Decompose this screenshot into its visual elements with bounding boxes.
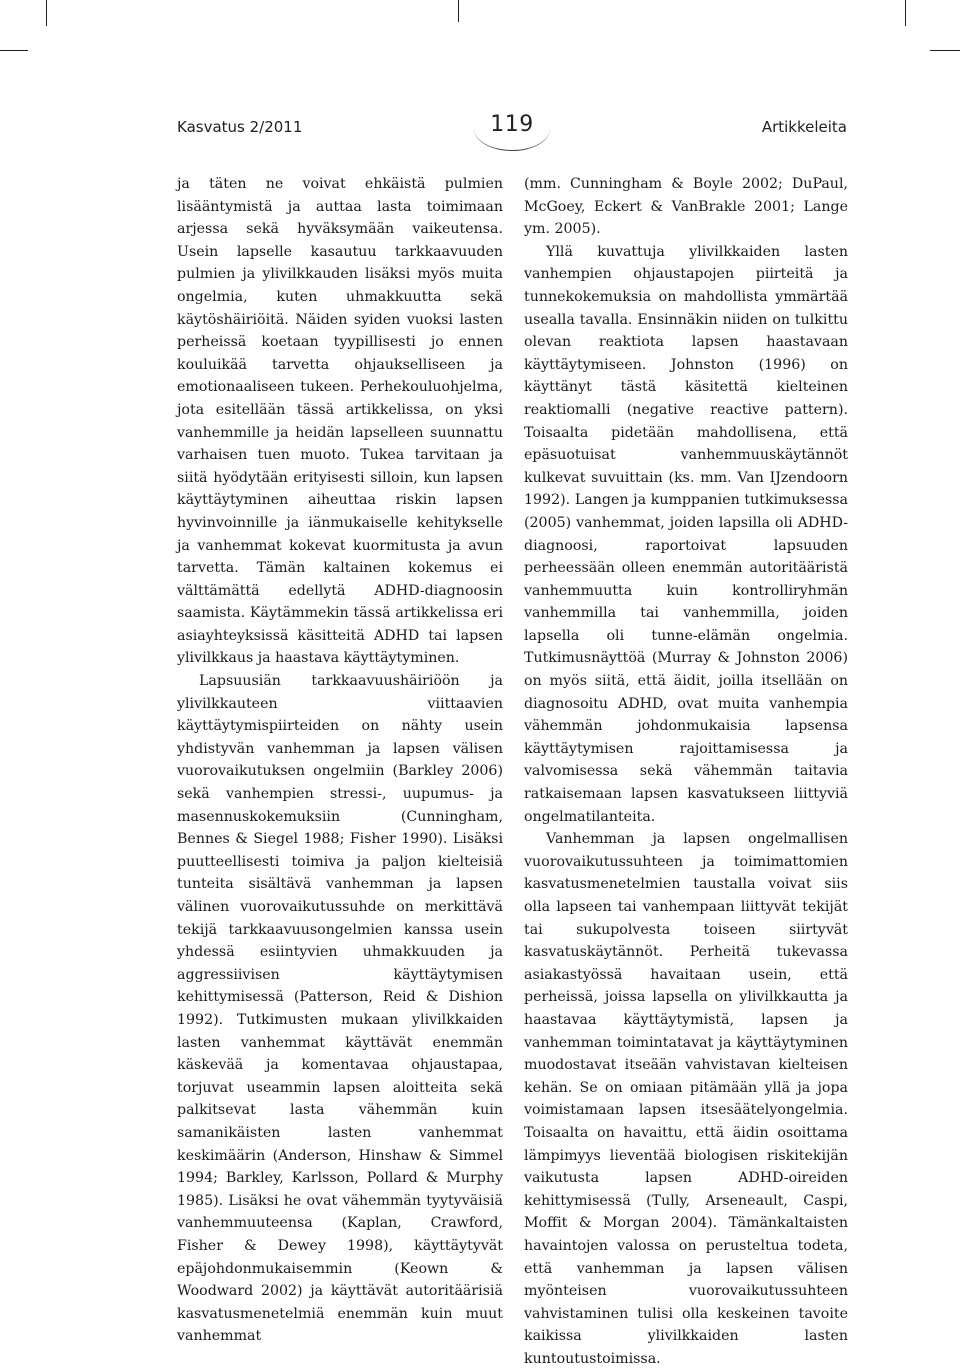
page-number: 119 bbox=[490, 112, 534, 137]
crop-mark-top-right bbox=[905, 0, 906, 26]
text-column-right bbox=[524, 173, 848, 1370]
crop-mark-top-right-h bbox=[930, 50, 960, 51]
crop-mark-top-left-h bbox=[0, 50, 28, 51]
crop-mark-top-left bbox=[46, 0, 47, 26]
journal-issue: Kasvatus 2/2011 bbox=[177, 118, 303, 136]
paragraph: Lapsuusiän tarkkaavuushäiriöön ja ylivilkkauteen viittaavien käyttäytymispiirteiden on nähty usein yhdistyvän vanhemman ja lapsen välisen vuorovaikutuksen ongelmiin (Barkley 2006) sekä vanhempien stressi-, uupumus- ja masennuskokemuksiin (Cunningham, Bennes & Siegel 1988; Fisher 1990). Lisäksi puutteellisesti toimiva ja paljon kielteisiä tunteita sisältävä vanhemman ja lapsen välinen vuorovaikutussuhde on merkittävä tekijä tarkkaavuusongelmien kanssa usein yhdessä esiintyvien uhmakkuuden ja aggressiivisen käyttäytymisen kehittymisessä (Patterson, Reid & Dishion 1992). Tutkimusten mukaan ylivilkkaiden lasten vanhemmat käyttävät enemmän käskevää ja komentavaa ohjaustapaa, torjuvat useammin lapsen aloitteita sekä palkitsevat lasta vähemmän kuin samanikäisten lasten vanhemmat keskimäärin (Anderson, Hinshaw & Simmel 1994; Barkley, Karlsson, Pollard & Murphy 1985). Lisäksi he ovat vähemmän tyytyväisiä vanhemmuuteensa (Kaplan, Crawford, Fisher & Dewey 1998), käyttäytyvät epäjohdonmukaisemmin (Keown & Woodward 2002) ja käyttävät autoritäärisiä kasvatusmenetelmiä enemmän kuin muut vanhemmat bbox=[177, 673, 503, 1345]
text-column-left bbox=[177, 173, 503, 1348]
section-label: Artikkeleita bbox=[761, 118, 847, 136]
paragraph: (mm. Cunningham & Boyle 2002; DuPaul, McGoey, Eckert & VanBrakle 2001; Lange ym. 2005). bbox=[524, 176, 848, 238]
paragraph: Yllä kuvattuja ylivilkkaiden lasten vanhempien ohjaustapojen piirteitä ja tunnekokemuksia on mahdollista ymmärtää usealla tavalla. Ensinnäkin niiden on tulkittu olevan reaktiota lapsen haastavaan käyttäytymiseen. Johnston (1996) on käyttänyt tästä käsitettä kielteinen reaktiomalli (negative reactive pattern). Toisaalta pidetään mahdollisena, että epäsuotuisat vanhemmuuskäytännöt kulkevat suvuittain (ks. mm. Van IJzendoorn 1992). Langen ja kumppanien tutkimuksessa (2005) vanhemmat, joiden lapsilla oli ADHD-diagnoosi, raportoivat lapsuuden perheessään olleen enemmän autoritääristä vanhemmuutta kuin kontrolliryhmän vanhemmilla tai vanhemmilla, joiden lapsella oli tunne-elämän ongelmia. Tutkimusnäyttöä (Murray & Johnston 2006) on myös siitä, että äidit, joilla itsellään on diagnosoitu ADHD, ovat muita vanhempia vähemmän johdonmukaisia lapsensa käyttäytymisen rajoittamisessa ja valvomisessa sekä vähemmän taitavia ratkaisemaan lapsen kasvatukseen liittyviä ongelmatilanteita. bbox=[524, 243, 848, 825]
paragraph: ja täten ne voivat ehkäistä pulmien lisääntymistä ja auttaa lasta toimimaan arjessa sekä hyväksymään vaikeutensa. Usein lapselle kasautuu tarkkaavuuden pulmien ja ylivilkkauden lisäksi myös muita ongelmia, kuten uhmakkuutta sekä käytöshäiriöitä. Näiden syiden vuoksi lasten perheissä koetaan tyypillisesti jo ennen kouluikää tarvetta ohjaukselliseen ja emotionaaliseen tukeen. Perhekouluohjelma, jota esitellään tässä artikkelissa, on yksi vanhemmille ja heidän lapselleen suunnattu varhaisen tuen muoto. Tukea tarvitaan ja siitä hyödytään erityisesti silloin, kun lapsen käyttäytyminen aiheuttaa riskin lapsen hyvinvoinnille ja iänmukaiselle kehitykselle ja vanhemmat kokevat kuormitusta ja avun tarvetta. Tämän kaltainen kokemus ei välttämättä edellytä ADHD-diagnoosin saamista. Käytämmekin tässä artikkelissa eri asiayhteyksissä käsitteitä ADHD tai lapsen ylivilkkaus ja haastava käyttäytyminen. bbox=[177, 176, 503, 667]
crop-mark-top-center bbox=[458, 0, 459, 22]
paragraph: Vanhemman ja lapsen ongelmallisen vuorovaikutussuhteen ja toimimattomien kasvatusmenetelmien taustalla voivat siis olla lapseen tai vanhempaan liittyvät tekijät tai sukupolvesta toiseen siirtyvät kasvatuskäytännöt. Perheitä tukevassa asiakastyössä havaitaan usein, että perheissä, joissa lapsella on ylivilkkautta ja haastavaa käyttäytymistä, lapsen ja vanhemman toimintatavat ja käyttäytyminen muodostavat itseään vahvistavan kielteisen kehän. Se on omiaan pitämään yllä ja jopa voimistamaan lapsen itsesäätelyongelmia. Toisaalta on havaittu, että äidin osoittama lämpimyys lieventää biologisen riskitekijän vaikutusta lapsen ADHD-oireiden kehittymisessä (Tully, Arseneault, Caspi, Moffit & Morgan 2004). Tämänkaltaisten havaintojen valossa on perusteltua todeta, että vanhemman ja lapsen välisen myönteisen vuorovaikutussuhteen vahvistaminen tulisi olla keskeinen tavoite kaikissa ylivilkkaiden lasten kuntoutustoimissa. bbox=[524, 831, 848, 1367]
